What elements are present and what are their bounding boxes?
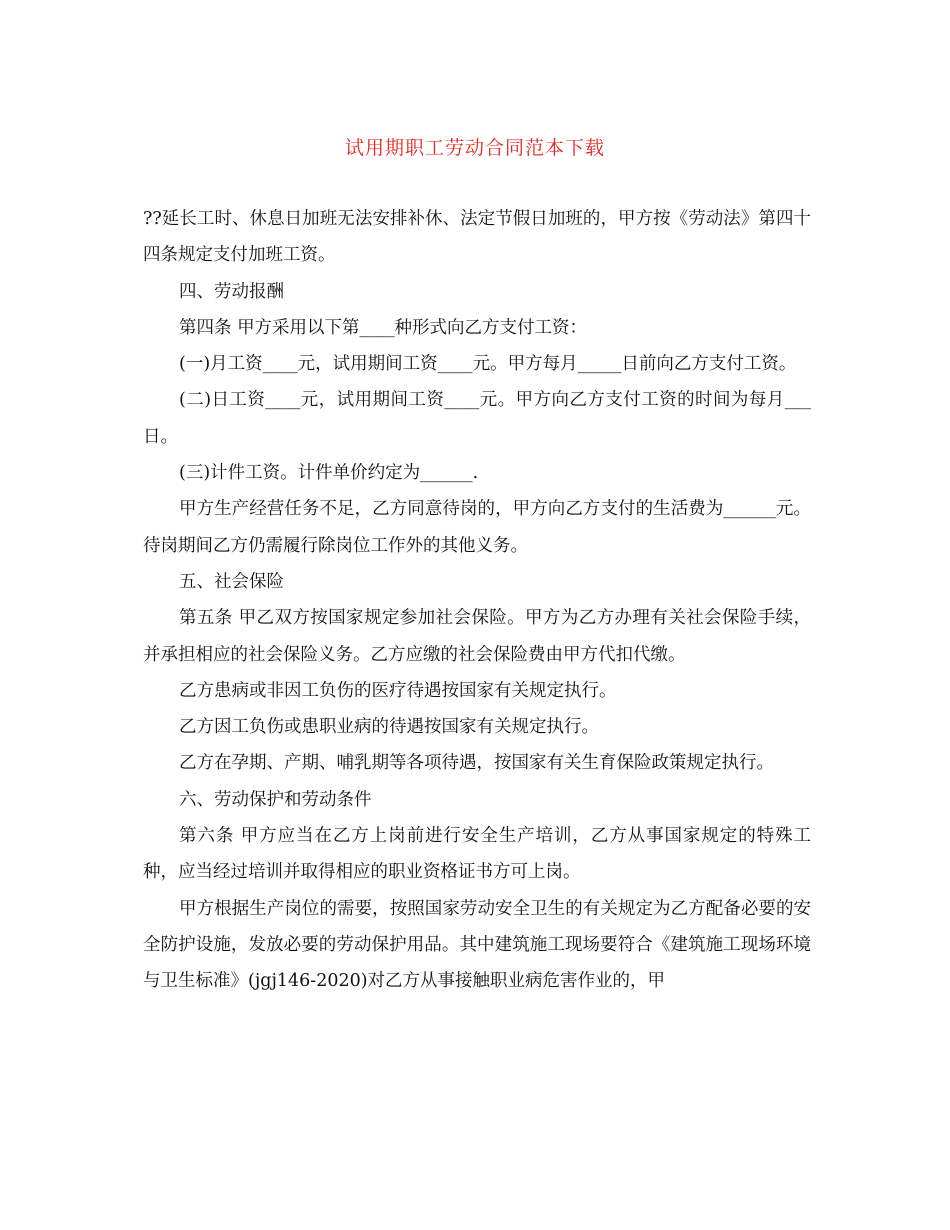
paragraph-article-4: 第四条 甲方采用以下第____种形式向乙方支付工资：: [179, 317, 588, 338]
paragraph-article-6: 第六条 甲方应当在乙方上岗前进行安全生产培训，乙方从事国家规定的特殊工种，应当经过培训并取得相应的职业资格证书方可上岗。: [143, 826, 811, 883]
paragraph-maternity: 乙方在孕期、产期、哺乳期等各项待遇，按国家有关生育保险政策规定执行。: [179, 753, 774, 774]
document-title: 试用期职工劳动合同范本下载: [344, 137, 605, 159]
heading-section-4: 四、劳动报酬: [179, 281, 284, 302]
paragraph-piece-wage: (三)计件工资。计件单价约定为______.: [179, 463, 479, 484]
paragraph-overtime: ??延长工时、休息日加班无法安排补休、法定节假日加班的，甲方按《劳动法》第四十四条规定支付加班工资。: [143, 209, 811, 266]
paragraph-work-injury: 乙方因工负伤或患职业病的待遇按国家有关规定执行。: [179, 717, 599, 738]
document-body: [143, 201, 811, 1000]
paragraph-medical: 乙方患病或非因工负伤的医疗待遇按国家有关规定执行。: [179, 680, 617, 701]
paragraph-daily-wage: (二)日工资____元，试用期间工资____元。甲方向乙方支付工资的时间为每月___日。: [143, 390, 811, 447]
paragraph-standby: 甲方生产经营任务不足，乙方同意待岗的，甲方向乙方支付的生活费为______元。待岗期间乙方仍需履行除岗位工作外的其他义务。: [143, 499, 811, 556]
heading-section-6: 六、劳动保护和劳动条件: [179, 789, 372, 810]
paragraph-monthly-wage: (一)月工资____元，试用期间工资____元。甲方每月_____日前向乙方支付工资。: [179, 354, 797, 375]
heading-section-5: 五、社会保险: [179, 571, 284, 592]
paragraph-article-5: 第五条 甲乙双方按国家规定参加社会保险。甲方为乙方办理有关社会保险手续，并承担相应的社会保险义务。乙方应缴的社会保险费由甲方代扣代缴。: [143, 608, 811, 665]
paragraph-safety-equipment: 甲方根据生产岗位的需要，按照国家劳动安全卫生的有关规定为乙方配备必要的安全防护设施，发放必要的劳动保护用品。其中建筑施工现场要符合《建筑施工现场环境与卫生标准》(jgj146-2020)对乙方从事接触职业病危害作业的，甲: [143, 898, 811, 992]
